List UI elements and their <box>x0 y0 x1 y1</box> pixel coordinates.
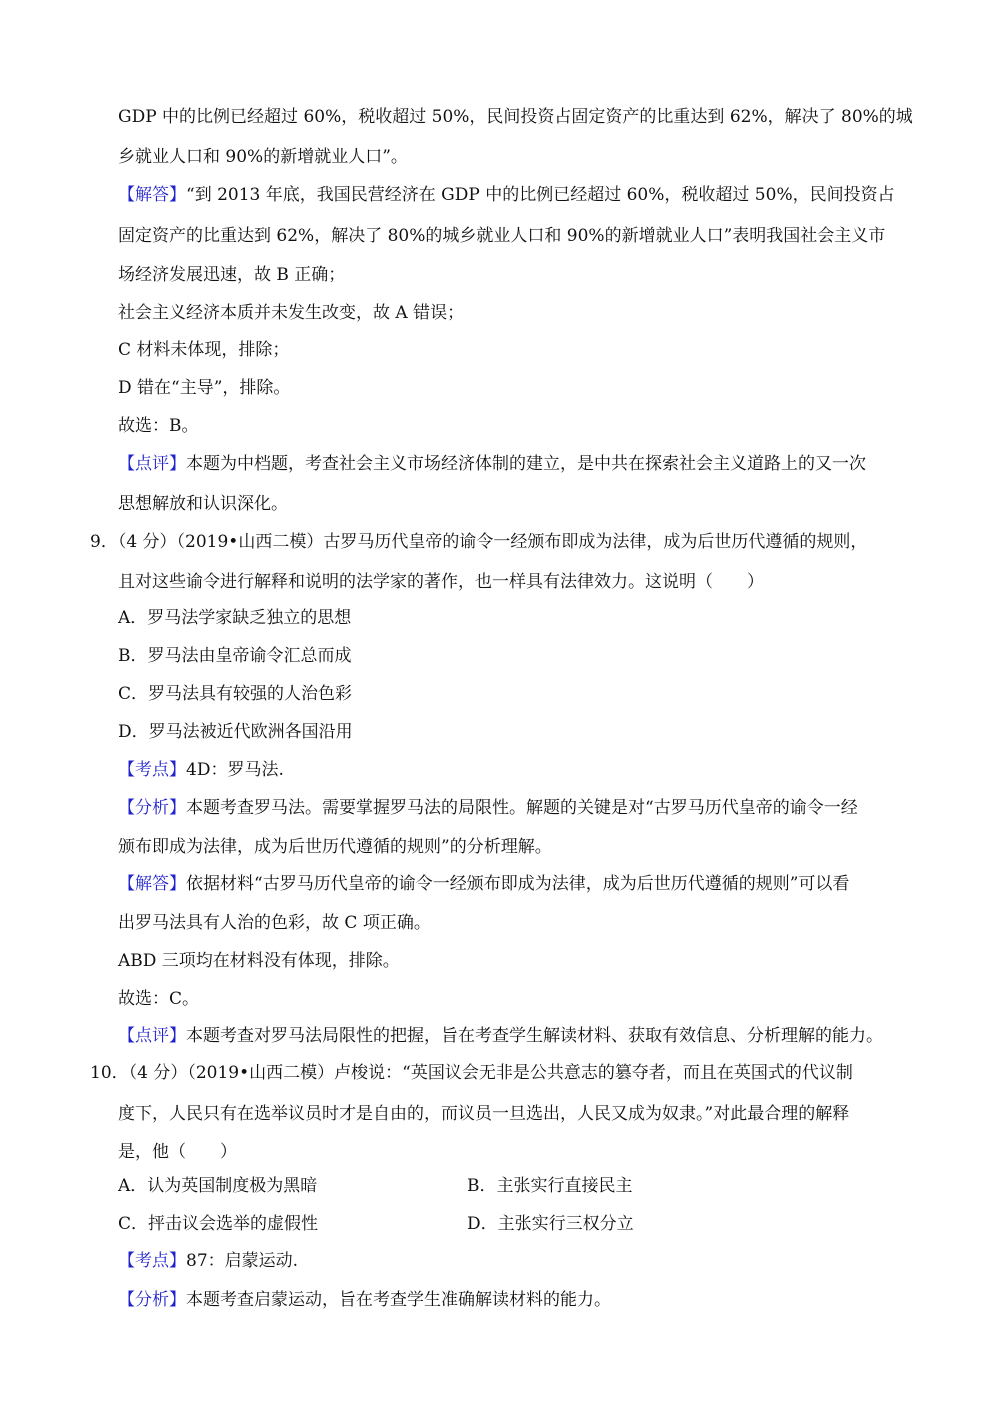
text-line: 故选：C。 <box>118 989 200 1009</box>
fenxi-line <box>118 1289 611 1311</box>
text-line: 且对这些谕令进行解释和说明的法学家的著作，也一样具有法律效力。这说明（ ） <box>118 572 764 592</box>
kaodian-line <box>118 759 284 781</box>
fenxi-text: 本题考查启蒙运动，旨在考查学生准确解读材料的能力。 <box>186 1290 611 1310</box>
jieda-tag: 【解答】 <box>118 874 186 894</box>
dianping-line <box>118 1025 883 1047</box>
text-line: 故选：B。 <box>118 416 199 436</box>
text-line: GDP 中的比例已经超过 60%，税收超过 50%，民间投资占固定资产的比重达到 62%，解决了 80%的城 <box>118 107 913 127</box>
fenxi-tag: 【分析】 <box>118 1290 186 1310</box>
option-c: C．罗马法具有较强的人治色彩 <box>118 684 353 704</box>
text-line: 社会主义经济本质并未发生改变，故 A 错误； <box>118 303 465 323</box>
text-line: D 错在“主导”，排除。 <box>118 378 291 398</box>
option-b: B．罗马法由皇帝谕令汇总而成 <box>118 646 352 666</box>
comment-text: 本题为中档题，考查社会主义市场经济体制的建立，是中共在探索社会主义道路上的又一次 <box>186 454 866 474</box>
text-line: 乡就业人口和 90%的新增就业人口”。 <box>118 147 408 167</box>
dianping-tag: 【点评】 <box>118 1026 186 1046</box>
answer-text: “到 2013 年底，我国民营经济在 GDP 中的比例已经超过 60%，税收超过 50%，民间投资占 <box>186 185 895 205</box>
kaodian-line <box>118 1250 298 1272</box>
text-line: C 材料未体现，排除； <box>118 340 290 360</box>
answer-tag: 【解答】 <box>118 185 186 205</box>
kaodian-text: 87：启蒙运动. <box>186 1251 299 1271</box>
jieda-line <box>118 873 849 895</box>
jieda-text: 依据材料“古罗马历代皇帝的谕令一经颁布即成为法律，成为后世历代遵循的规则”可以看 <box>186 874 850 894</box>
option-b: B．主张实行直接民主 <box>467 1176 633 1196</box>
text-line: ABD 三项均在材料没有体现，排除。 <box>118 951 400 971</box>
question-9-stem: 9．（4 分）（2019•山西二模）古罗马历代皇帝的谕令一经颁布即成为法律，成为后世历代遵循的规则， <box>90 532 868 552</box>
text-line: 思想解放和认识深化。 <box>118 494 288 514</box>
text-line: 是，他（ ） <box>118 1142 237 1162</box>
kaodian-text: 4D：罗马法. <box>186 760 284 780</box>
dianping-text: 本题考查对罗马法局限性的把握，旨在考查学生解读材料、获取有效信息、分析理解的能力。 <box>186 1026 883 1046</box>
option-d: D．主张实行三权分立 <box>467 1214 634 1234</box>
option-d: D．罗马法被近代欧洲各国沿用 <box>118 722 353 742</box>
question-10-stem: 10．（4 分）（2019•山西二模）卢梭说：“英国议会无非是公共意志的篡夺者，而且在英国式的代议制 <box>90 1063 853 1083</box>
option-a: A．罗马法学家缺乏独立的思想 <box>118 608 352 628</box>
option-c: C．抨击议会选举的虚假性 <box>118 1214 319 1234</box>
kaodian-tag: 【考点】 <box>118 1251 186 1271</box>
comment-line <box>118 453 866 475</box>
text-line: 场经济发展迅速，故 B 正确； <box>118 265 346 285</box>
fenxi-tag: 【分析】 <box>118 798 186 818</box>
answer-line <box>118 184 895 206</box>
option-a: A．认为英国制度极为黑暗 <box>118 1176 318 1196</box>
fenxi-text: 本题考查罗马法。需要掌握罗马法的局限性。解题的关键是对“古罗马历代皇帝的谕令一经 <box>186 798 858 818</box>
comment-tag: 【点评】 <box>118 454 186 474</box>
fenxi-line <box>118 797 858 819</box>
text-line: 固定资产的比重达到 62%，解决了 80%的城乡就业人口和 90%的新增就业人口”表明我国社会主义市 <box>118 226 886 246</box>
text-line: 度下，人民只有在选举议员时才是自由的，而议员一旦选出，人民又成为奴隶。”对此最合理的解释 <box>118 1104 850 1124</box>
kaodian-tag: 【考点】 <box>118 760 186 780</box>
text-line: 颁布即成为法律，成为后世历代遵循的规则”的分析理解。 <box>118 837 552 857</box>
text-line: 出罗马法具有人治的色彩，故 C 项正确。 <box>118 913 431 933</box>
